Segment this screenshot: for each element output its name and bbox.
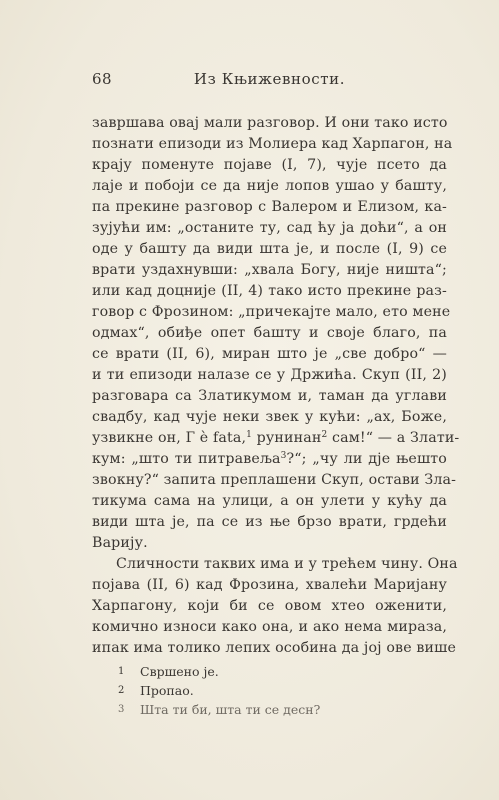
text-line: разговара са Златикумом и, таман да углави xyxy=(92,388,447,404)
text-line: крају поменуте појаве (I, 7), чује псето да xyxy=(92,157,447,173)
footnote xyxy=(118,681,448,700)
footnote-marker: 2 xyxy=(321,430,328,440)
footnote-marker: 1 xyxy=(246,430,253,440)
text-line: врати уздахнувши: „хвала Богу, није ништа“; xyxy=(92,262,447,278)
footnote-number: 2 xyxy=(118,685,125,696)
text-line: Харпагону, који би се овом хтео оженити, xyxy=(92,598,447,614)
line-segment: узвикне он, Г è fata, xyxy=(92,430,247,446)
text-line: зујући им: „останите ту, сад ћу ја доћи“, а он xyxy=(92,220,447,236)
text-line: па прекине разговор с Валером и Елизом, ка- xyxy=(92,199,447,215)
footnote-text: Пропао. xyxy=(140,683,194,698)
text-line: види шта је, па се из ње брзо врати, грдећи xyxy=(92,514,447,530)
text-line: одмах“, обиђе опет башту и своје благо, па xyxy=(92,325,447,341)
line-segment: рунинан xyxy=(252,430,322,446)
footnote xyxy=(118,700,448,719)
text-line: појава (II, 6) кад Фрозина, хвалећи Маријану xyxy=(92,577,447,593)
paragraph-first-line: Сличности таквих има и у трећем чину. Она xyxy=(116,556,458,572)
text-line: оде у башту да види шта је, и после (I, 9) се xyxy=(92,241,447,257)
footnote-marker: 3 xyxy=(280,451,287,461)
page-number: 68 xyxy=(92,70,113,88)
footnote-text: Шта ти би, шта ти се десн? xyxy=(140,702,321,717)
line-segment: ?“; „чу ли дје њешто xyxy=(286,451,447,467)
text-line: лаје и побоји се да није лопов ушао у башту, xyxy=(92,178,447,194)
body-text xyxy=(92,113,460,659)
footnote xyxy=(118,662,448,681)
text-line: тикума сама на улици, а он улети у кућу да xyxy=(92,493,447,509)
running-title: Из Књижевности. xyxy=(193,70,346,88)
line-segment: кум: „што ти питравеља xyxy=(92,451,281,467)
footnotes xyxy=(118,662,448,719)
text-line-with-footnote xyxy=(92,449,447,470)
footnote-number: 1 xyxy=(118,666,125,677)
line-segment: сам!“ — а Злати- xyxy=(327,430,460,446)
footnote-text: Свршено је. xyxy=(140,664,219,679)
text-line: Варију. xyxy=(92,535,148,551)
text-line: познати епизоди из Молиера кад Харпагон, на xyxy=(92,136,453,152)
text-line: завршава овај мали разговор. И они тако исто xyxy=(92,115,448,131)
text-line-with-footnotes xyxy=(92,428,460,449)
text-line: комично износи како она, и ако нема мираза, xyxy=(92,619,447,635)
text-line: ипак има толико лепих особина да јој ове више xyxy=(92,640,457,656)
text-line: свадбу, кад чује неки звек у кући: „ах, Боже, xyxy=(92,409,447,425)
text-line: или кад доцније (II, 4) тако исто прекине раз- xyxy=(92,283,447,299)
text-line: говор с Фрозином: „причекајте мало, ето мене xyxy=(92,304,451,320)
page-header xyxy=(92,70,447,94)
text-line: звокну?“ запита преплашени Скуп, остави Зла- xyxy=(92,472,457,488)
footnote-number: 3 xyxy=(118,704,125,715)
text-line: се врати (II, 6), миран што је „све добро“ — xyxy=(92,346,447,362)
text-line: и ти епизоди налазе се у Држића. Скуп (II, 2) xyxy=(92,367,447,383)
